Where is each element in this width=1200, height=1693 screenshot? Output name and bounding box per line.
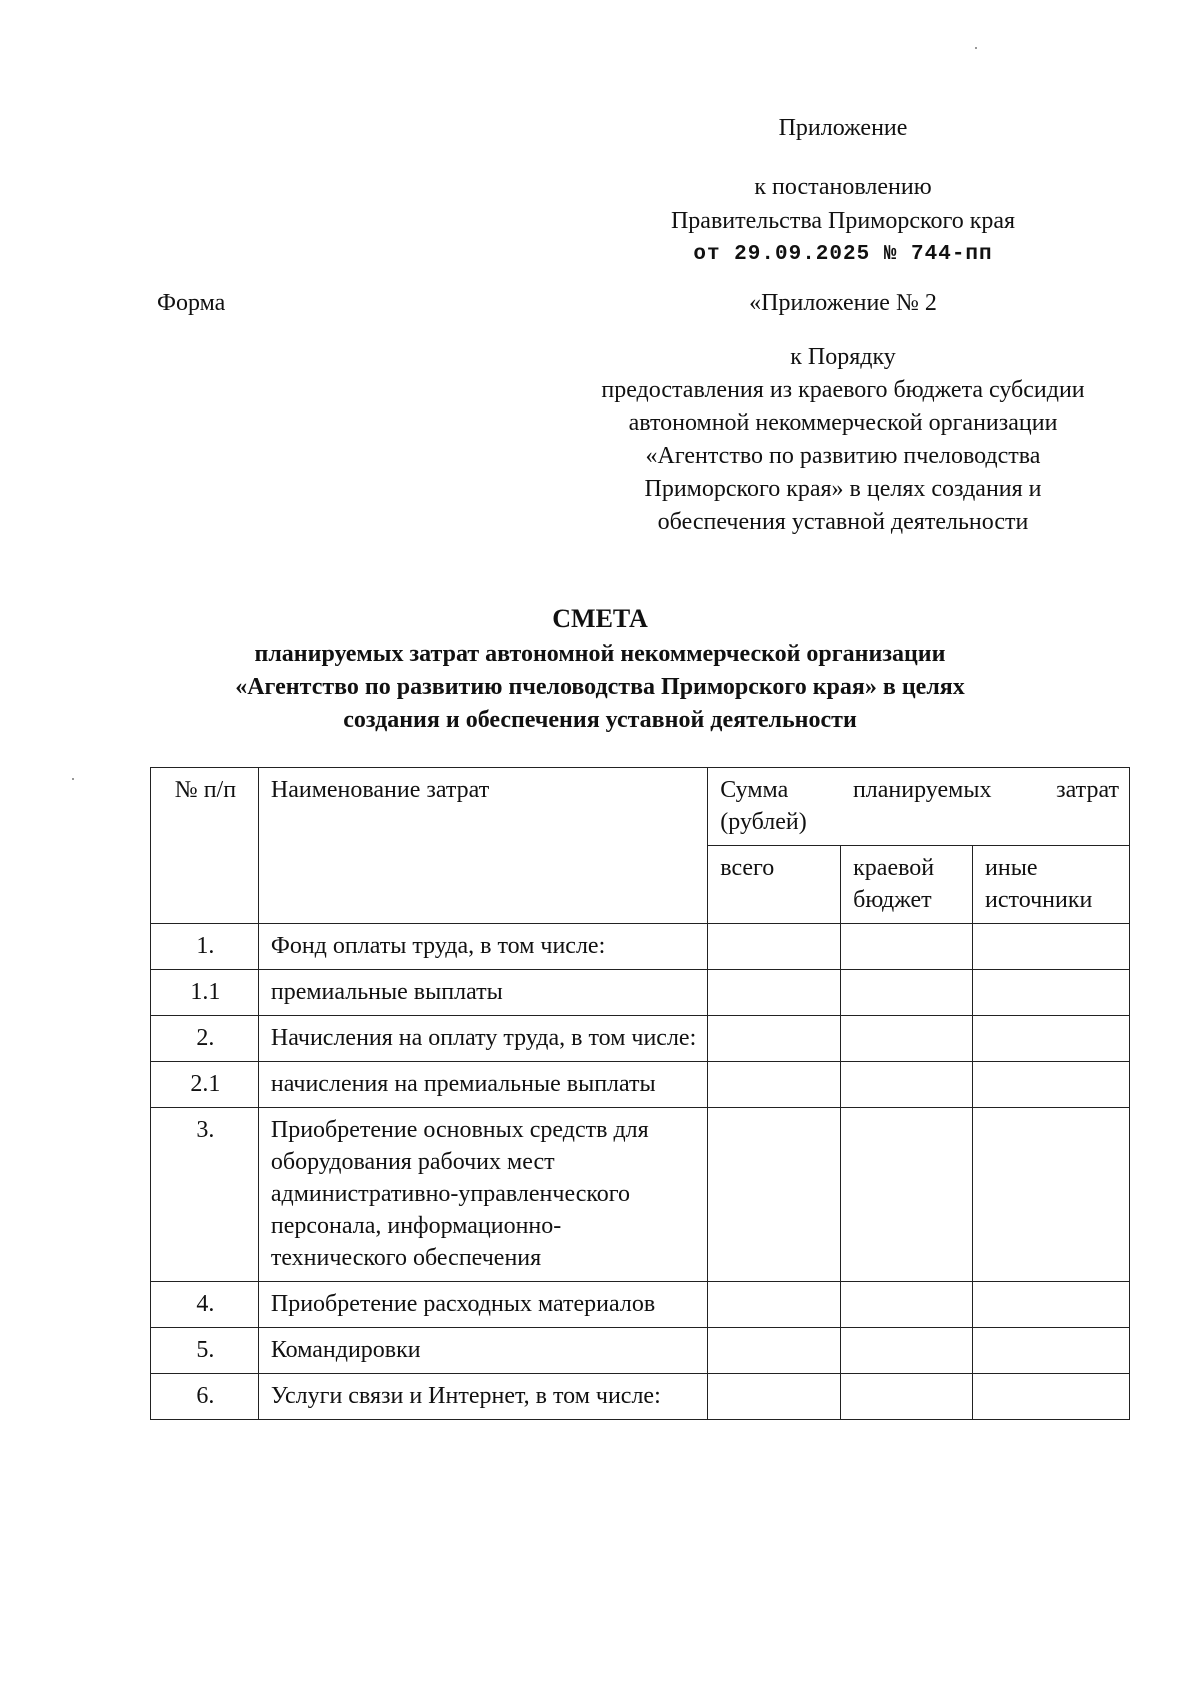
scan-speck [72,778,74,780]
row-num: 2.1 [151,1062,259,1108]
header-sum [708,768,1130,846]
header-other-line: иные [985,855,1038,881]
document-title: СМЕТА [552,604,648,633]
table-row [151,1374,1130,1420]
row-total-cell[interactable] [708,1062,841,1108]
row-name: Приобретение расходных материалов [258,1282,707,1328]
row-other-cell[interactable] [973,1016,1130,1062]
header-other [973,846,1130,924]
subtitle-line: создания и обеспечения уставной деятельности [343,707,857,733]
table-row [151,1108,1130,1282]
header-sum-unit: (рублей) [720,809,807,835]
header-sum-word: затрат [1056,777,1119,803]
row-other-cell[interactable] [973,1282,1130,1328]
order-line: обеспечения уставной деятельности [657,509,1029,535]
table-row [151,924,1130,970]
row-regional-cell[interactable] [841,924,973,970]
row-total-cell[interactable] [708,1016,841,1062]
row-regional-cell[interactable] [841,1282,973,1328]
row-name: начисления на премиальные выплаты [258,1062,707,1108]
row-num: 6. [151,1374,259,1420]
row-total-cell[interactable] [708,1374,841,1420]
row-num: 3. [151,1108,259,1282]
header-regional-line: бюджет [853,887,932,913]
row-name: Услуги связи и Интернет, в том числе: [258,1374,707,1420]
row-total-cell[interactable] [708,1282,841,1328]
subtitle-line: «Агентство по развитию пчеловодства Приморского края» в целях [235,674,965,700]
order-line: «Агентство по развитию пчеловодства [645,443,1041,469]
appendix-2-label: «Приложение № 2 [749,290,937,316]
table-row [151,1328,1130,1374]
header-regional [841,846,973,924]
table-row [151,1282,1130,1328]
header-sum-word: планируемых [852,777,992,803]
subtitle-line: планируемых затрат автономной некоммерческой организации [254,641,946,667]
table-row [151,1016,1130,1062]
order-line: Приморского края» в целях создания и [644,476,1042,502]
row-regional-cell[interactable] [841,1374,973,1420]
row-other-cell[interactable] [973,1108,1130,1282]
row-num: 1.1 [151,970,259,1016]
order-line: автономной некоммерческой организации [628,410,1058,436]
row-other-cell[interactable] [973,1328,1130,1374]
order-line: к Порядку [790,344,896,370]
header-sum-word: Сумма [720,777,789,803]
row-regional-cell[interactable] [841,1062,973,1108]
form-label: Форма [157,290,226,316]
header-other-line: источники [985,887,1093,913]
header-total: всего [708,846,841,924]
table-header-row [151,768,1130,846]
header-name: Наименование затрат [258,768,707,924]
row-regional-cell[interactable] [841,1016,973,1062]
row-regional-cell[interactable] [841,1328,973,1374]
header-num: № п/п [151,768,259,924]
table-row [151,1062,1130,1108]
row-num: 4. [151,1282,259,1328]
order-line: предоставления из краевого бюджета субсидии [601,377,1085,403]
row-regional-cell[interactable] [841,970,973,1016]
appendix-label: Приложение [778,115,908,141]
row-total-cell[interactable] [708,1328,841,1374]
table-row [151,970,1130,1016]
row-name: Начисления на оплату труда, в том числе: [258,1016,707,1062]
row-other-cell[interactable] [973,924,1130,970]
row-regional-cell[interactable] [841,1108,973,1282]
row-name: Командировки [258,1328,707,1374]
row-other-cell[interactable] [973,1374,1130,1420]
row-name: премиальные выплаты [258,970,707,1016]
resolution-label: к постановлению [754,174,932,200]
row-name: Фонд оплаты труда, в том числе: [258,924,707,970]
row-num: 5. [151,1328,259,1374]
document-subtitle [0,638,1200,737]
row-total-cell[interactable] [708,970,841,1016]
row-name: Приобретение основных средств для оборудования рабочих мест административно-управленческого персонала, информационно-технического обеспечения [258,1108,707,1282]
resolution-date-number: от 29.09.2025 № 744-пп [693,243,993,266]
row-other-cell[interactable] [973,1062,1130,1108]
row-other-cell[interactable] [973,970,1130,1016]
scan-speck [975,47,977,49]
government-label: Правительства Приморского края [670,208,1016,234]
row-num: 2. [151,1016,259,1062]
row-total-cell[interactable] [708,924,841,970]
header-regional-line: краевой [853,855,935,881]
estimate-table [150,767,1130,1420]
row-total-cell[interactable] [708,1108,841,1282]
row-num: 1. [151,924,259,970]
